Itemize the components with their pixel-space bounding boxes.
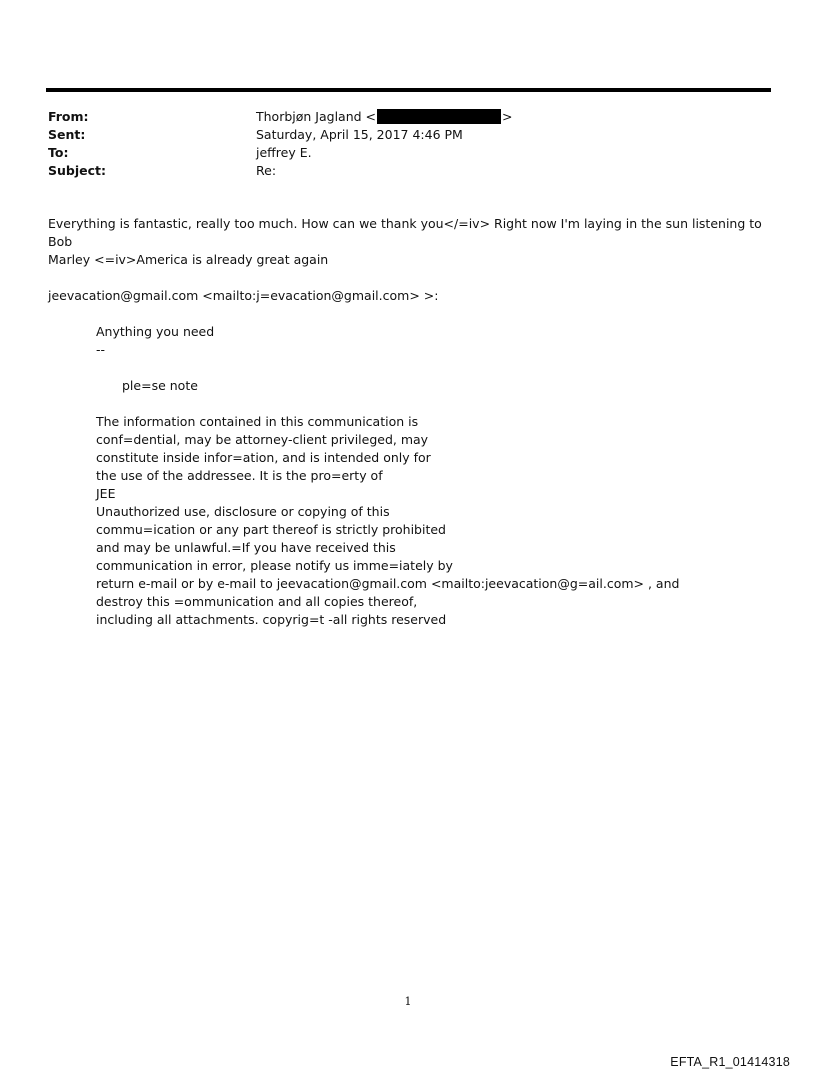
bates-number: EFTA_R1_01414318 xyxy=(670,1055,790,1069)
disclaimer-line: The information contained in this communication is xyxy=(96,414,419,429)
from-row xyxy=(48,108,768,126)
sent-row xyxy=(48,126,768,144)
disclaimer-line: destroy this =ommunication and all copies thereof, xyxy=(96,594,418,609)
subject-value: Re: xyxy=(256,163,277,178)
from-close: > xyxy=(502,109,513,124)
disclaimer-line: conf=dential, may be attorney-client privileged, may xyxy=(96,432,429,447)
disclaimer-line: including all attachments. copyrig=t -all rights reserved xyxy=(96,612,447,627)
quoted-message xyxy=(96,323,746,629)
to-row xyxy=(48,144,768,162)
body-line-2: Marley <=iv>America is already great again xyxy=(48,252,329,267)
quote-line: -- xyxy=(96,342,106,357)
disclaimer-line: constitute inside infor=ation, and is intended only for xyxy=(96,450,431,465)
quoted-header-line: jeevacation@gmail.com <mailto:j=evacation@gmail.com> >: xyxy=(48,288,439,303)
disclaimer-line: the use of the addressee. It is the pro=erty of xyxy=(96,468,383,483)
disclaimer-line: commu=ication or any part thereof is strictly prohibited xyxy=(96,522,446,537)
to-value: jeffrey E. xyxy=(256,145,312,160)
from-value xyxy=(256,108,513,126)
disclaimer-line: communication in error, please notify us imme=iately by xyxy=(96,558,453,573)
subject-label: Subject: xyxy=(48,163,106,178)
from-label: From: xyxy=(48,109,89,124)
redaction-box xyxy=(377,109,501,124)
to-label: To: xyxy=(48,145,69,160)
page-number: 1 xyxy=(404,995,412,1008)
disclaimer-line: JEE xyxy=(96,486,116,501)
disclaimer-line: Unauthorized use, disclosure or copying of this xyxy=(96,504,390,519)
disclaimer-line: and may be unlawful.=If you have received this xyxy=(96,540,396,555)
email-headers xyxy=(48,108,768,180)
from-name: Thorbjøn Jagland < xyxy=(256,109,377,124)
message-body xyxy=(48,215,768,305)
sent-value: Saturday, April 15, 2017 4:46 PM xyxy=(256,127,463,142)
disclaimer-line: return e-mail or by e-mail to jeevacation@gmail.com <mailto:jeevacation@g=ail.com> , and xyxy=(96,576,680,591)
quote-line: Anything you need xyxy=(96,324,215,339)
header-rule xyxy=(46,88,771,92)
subject-row xyxy=(48,162,768,180)
body-line-1: Everything is fantastic, really too much. How can we thank you</=iv> Right now I'm laying in the sun listening to Bob xyxy=(48,216,762,249)
sent-label: Sent: xyxy=(48,127,86,142)
quote-line: ple=se note xyxy=(122,378,198,393)
